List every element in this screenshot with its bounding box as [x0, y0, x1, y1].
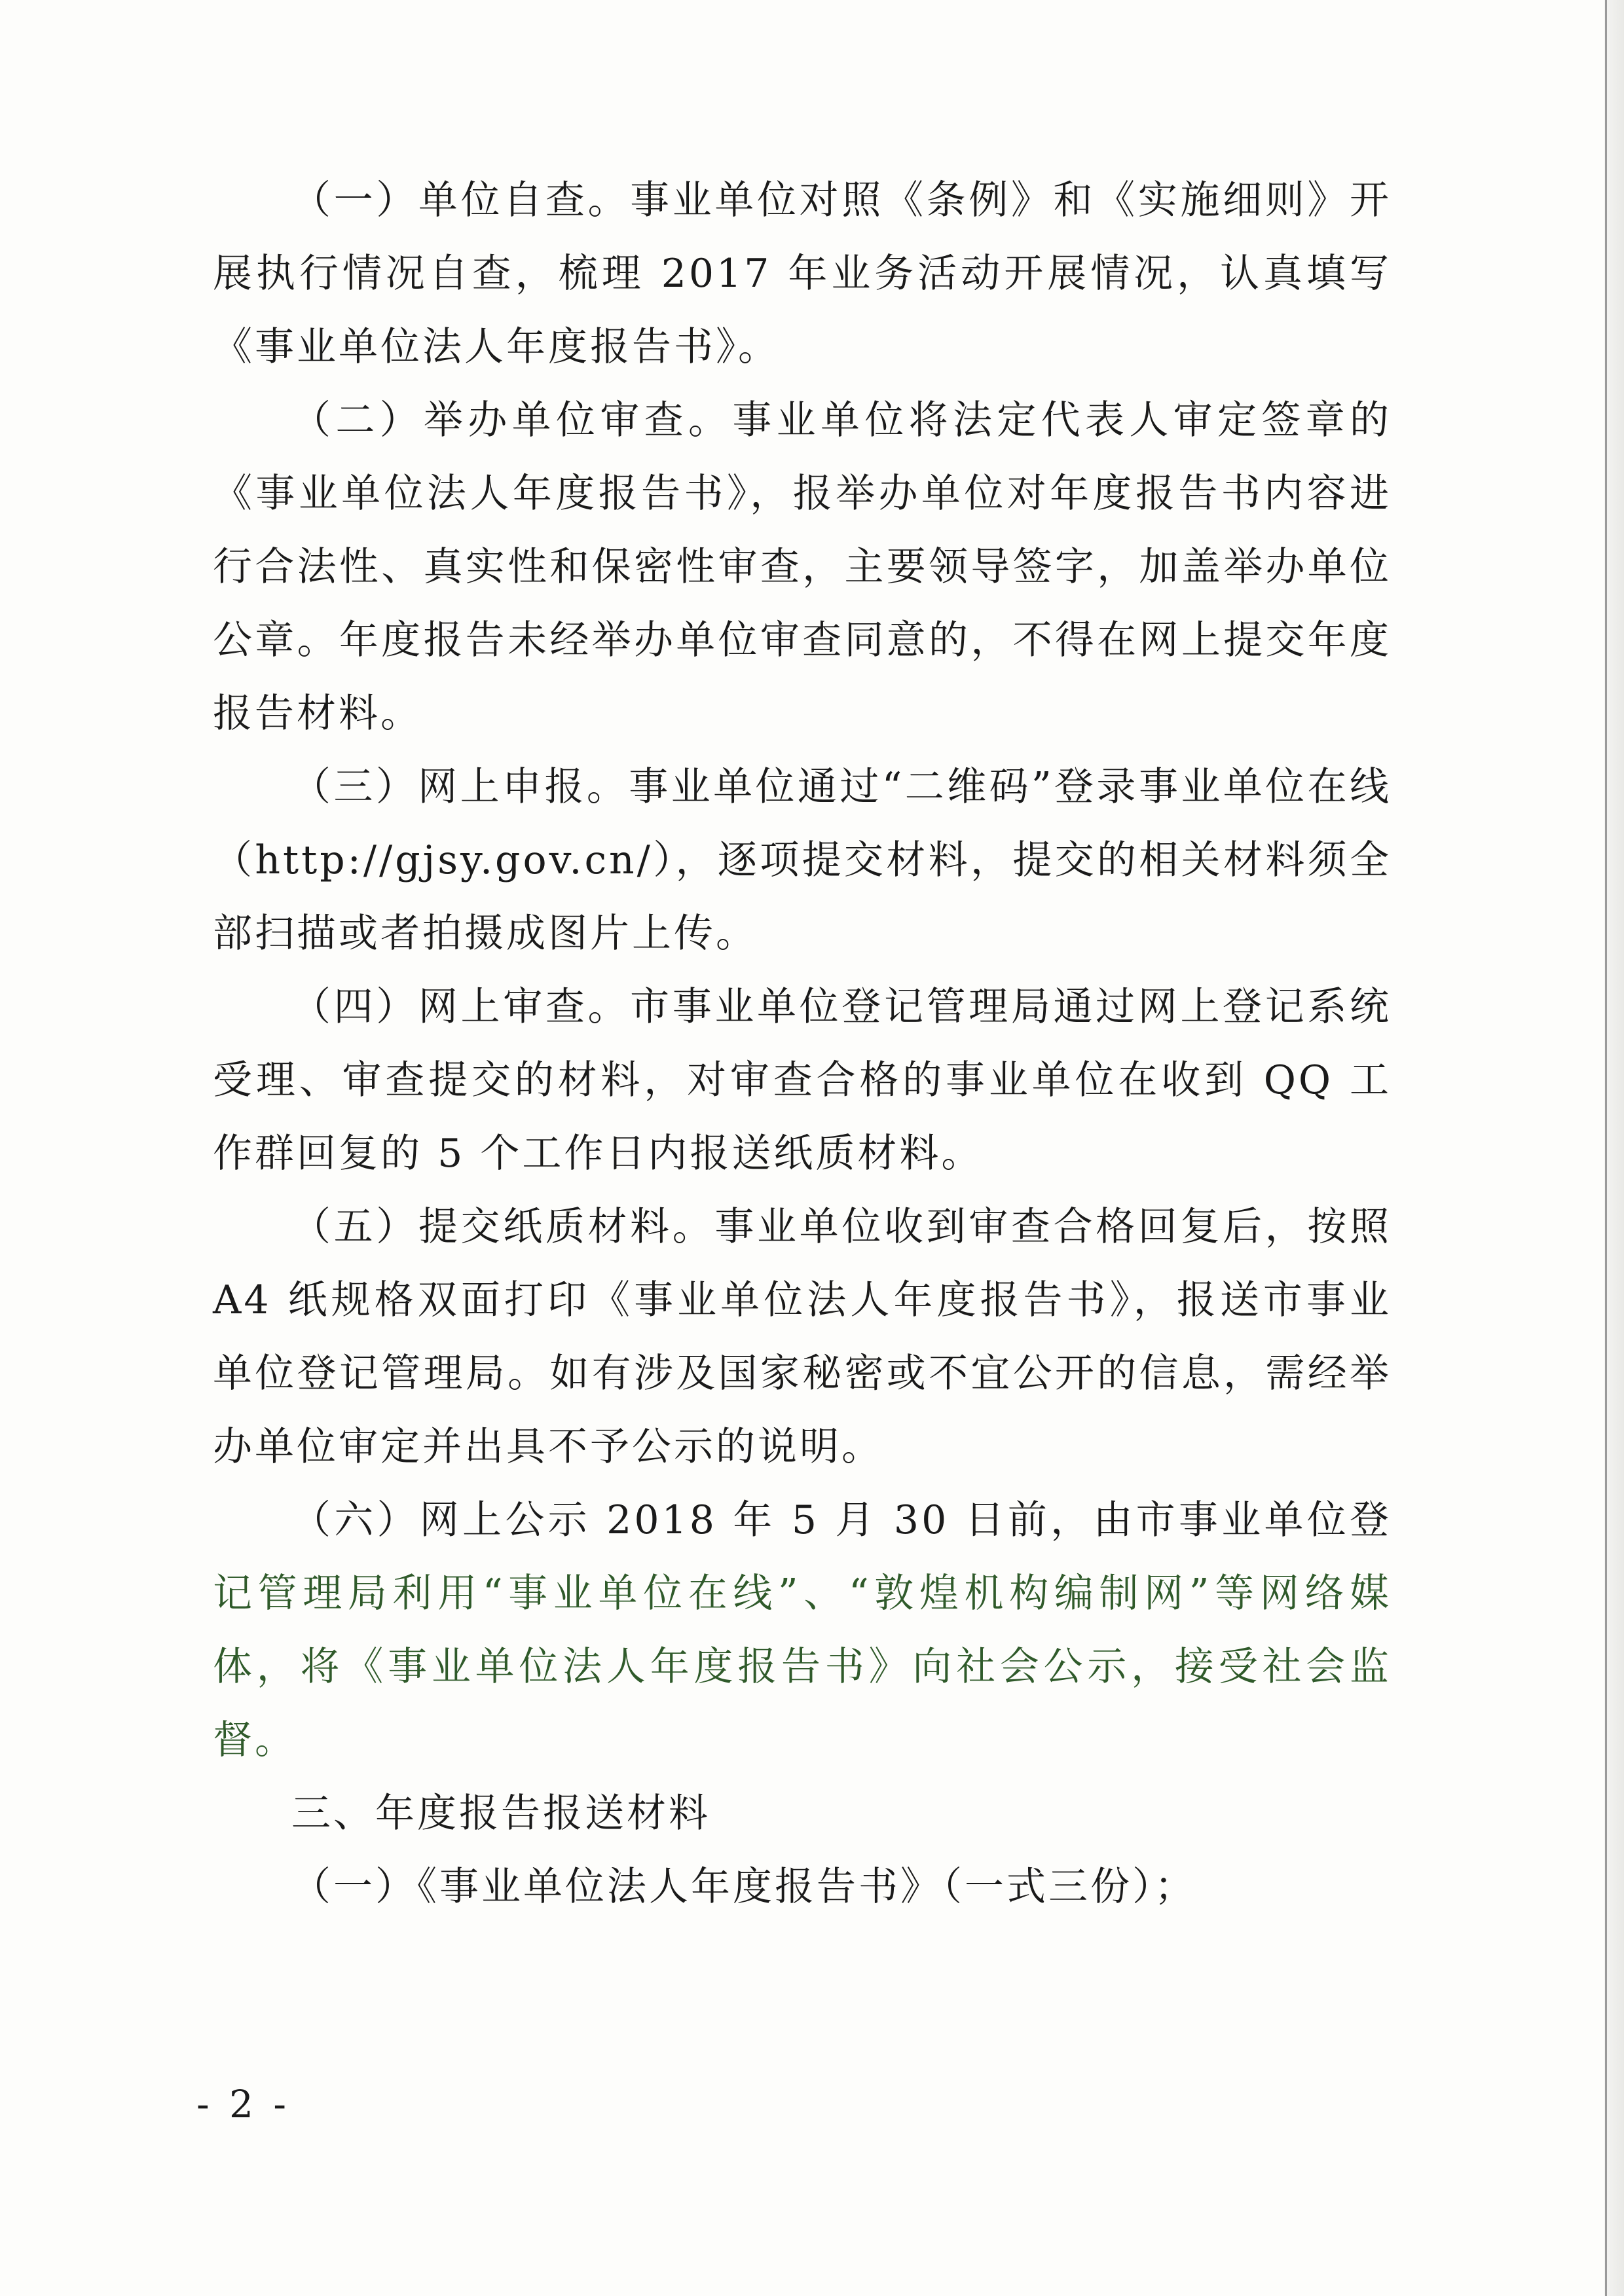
paragraph-paper-submission: （五）提交纸质材料。事业单位收到审查合格回复后，按照 A4 纸规格双面打印《事业单位法人年度报告书》，报送市事业单位登记管理局。如有涉及国家秘密或不宜公开的信息，需经举办单位审定并出具不予公示的说明。 [213, 1204, 1392, 1470]
paragraph-online-publicity-rest: 记管理局利用“事业单位在线”、“敦煌机构编制网”等网络媒体，将《事业单位法人年度报告书》向社会公示，接受社会监督。 [213, 1571, 1392, 1763]
paragraph-sponsor-review: （二）举办单位审查。事业单位将法定代表人审定签章的《事业单位法人年度报告书》，报举办单位对年度报告书内容进行合法性、真实性和保密性审查，主要领导签字，加盖举办单位公章。年度报告未经举办单位审查同意的，不得在网上提交年度报告材料。 [213, 397, 1392, 737]
paragraph-online-publicity [213, 1484, 1392, 1777]
scan-edge-shadow [1604, 0, 1624, 2296]
scan-edge-line [1605, 0, 1607, 2296]
paragraph-online-filing: （三）网上申报。事业单位通过“二维码”登录事业单位在线（http://gjsy.gov.cn/），逐项提交材料，提交的相关材料须全部扫描或者拍摄成图片上传。 [213, 764, 1392, 957]
page-number: - 2 - [196, 2082, 290, 2126]
paragraph-online-review: （四）网上审查。市事业单位登记管理局通过网上登记系统受理、审查提交的材料，对审查合格的事业单位在收到 QQ 工作群回复的 5 个工作日内报送纸质材料。 [213, 984, 1392, 1176]
document-body [213, 164, 1392, 1923]
section-heading: 三、年度报告报送材料 [291, 1791, 710, 1836]
paragraph-online-publicity-start: （六）网上公示 2018 年 5 月 30 日前，由市事业单位登 [291, 1497, 1392, 1543]
paragraph-self-check: （一）单位自查。事业单位对照《条例》和《实施细则》开展执行情况自查，梳理 2017 年业务活动开展情况，认真填写《事业单位法人年度报告书》。 [213, 177, 1392, 370]
list-item-annual-report: （一）《事业单位法人年度报告书》（一式三份）； [291, 1864, 1196, 1910]
